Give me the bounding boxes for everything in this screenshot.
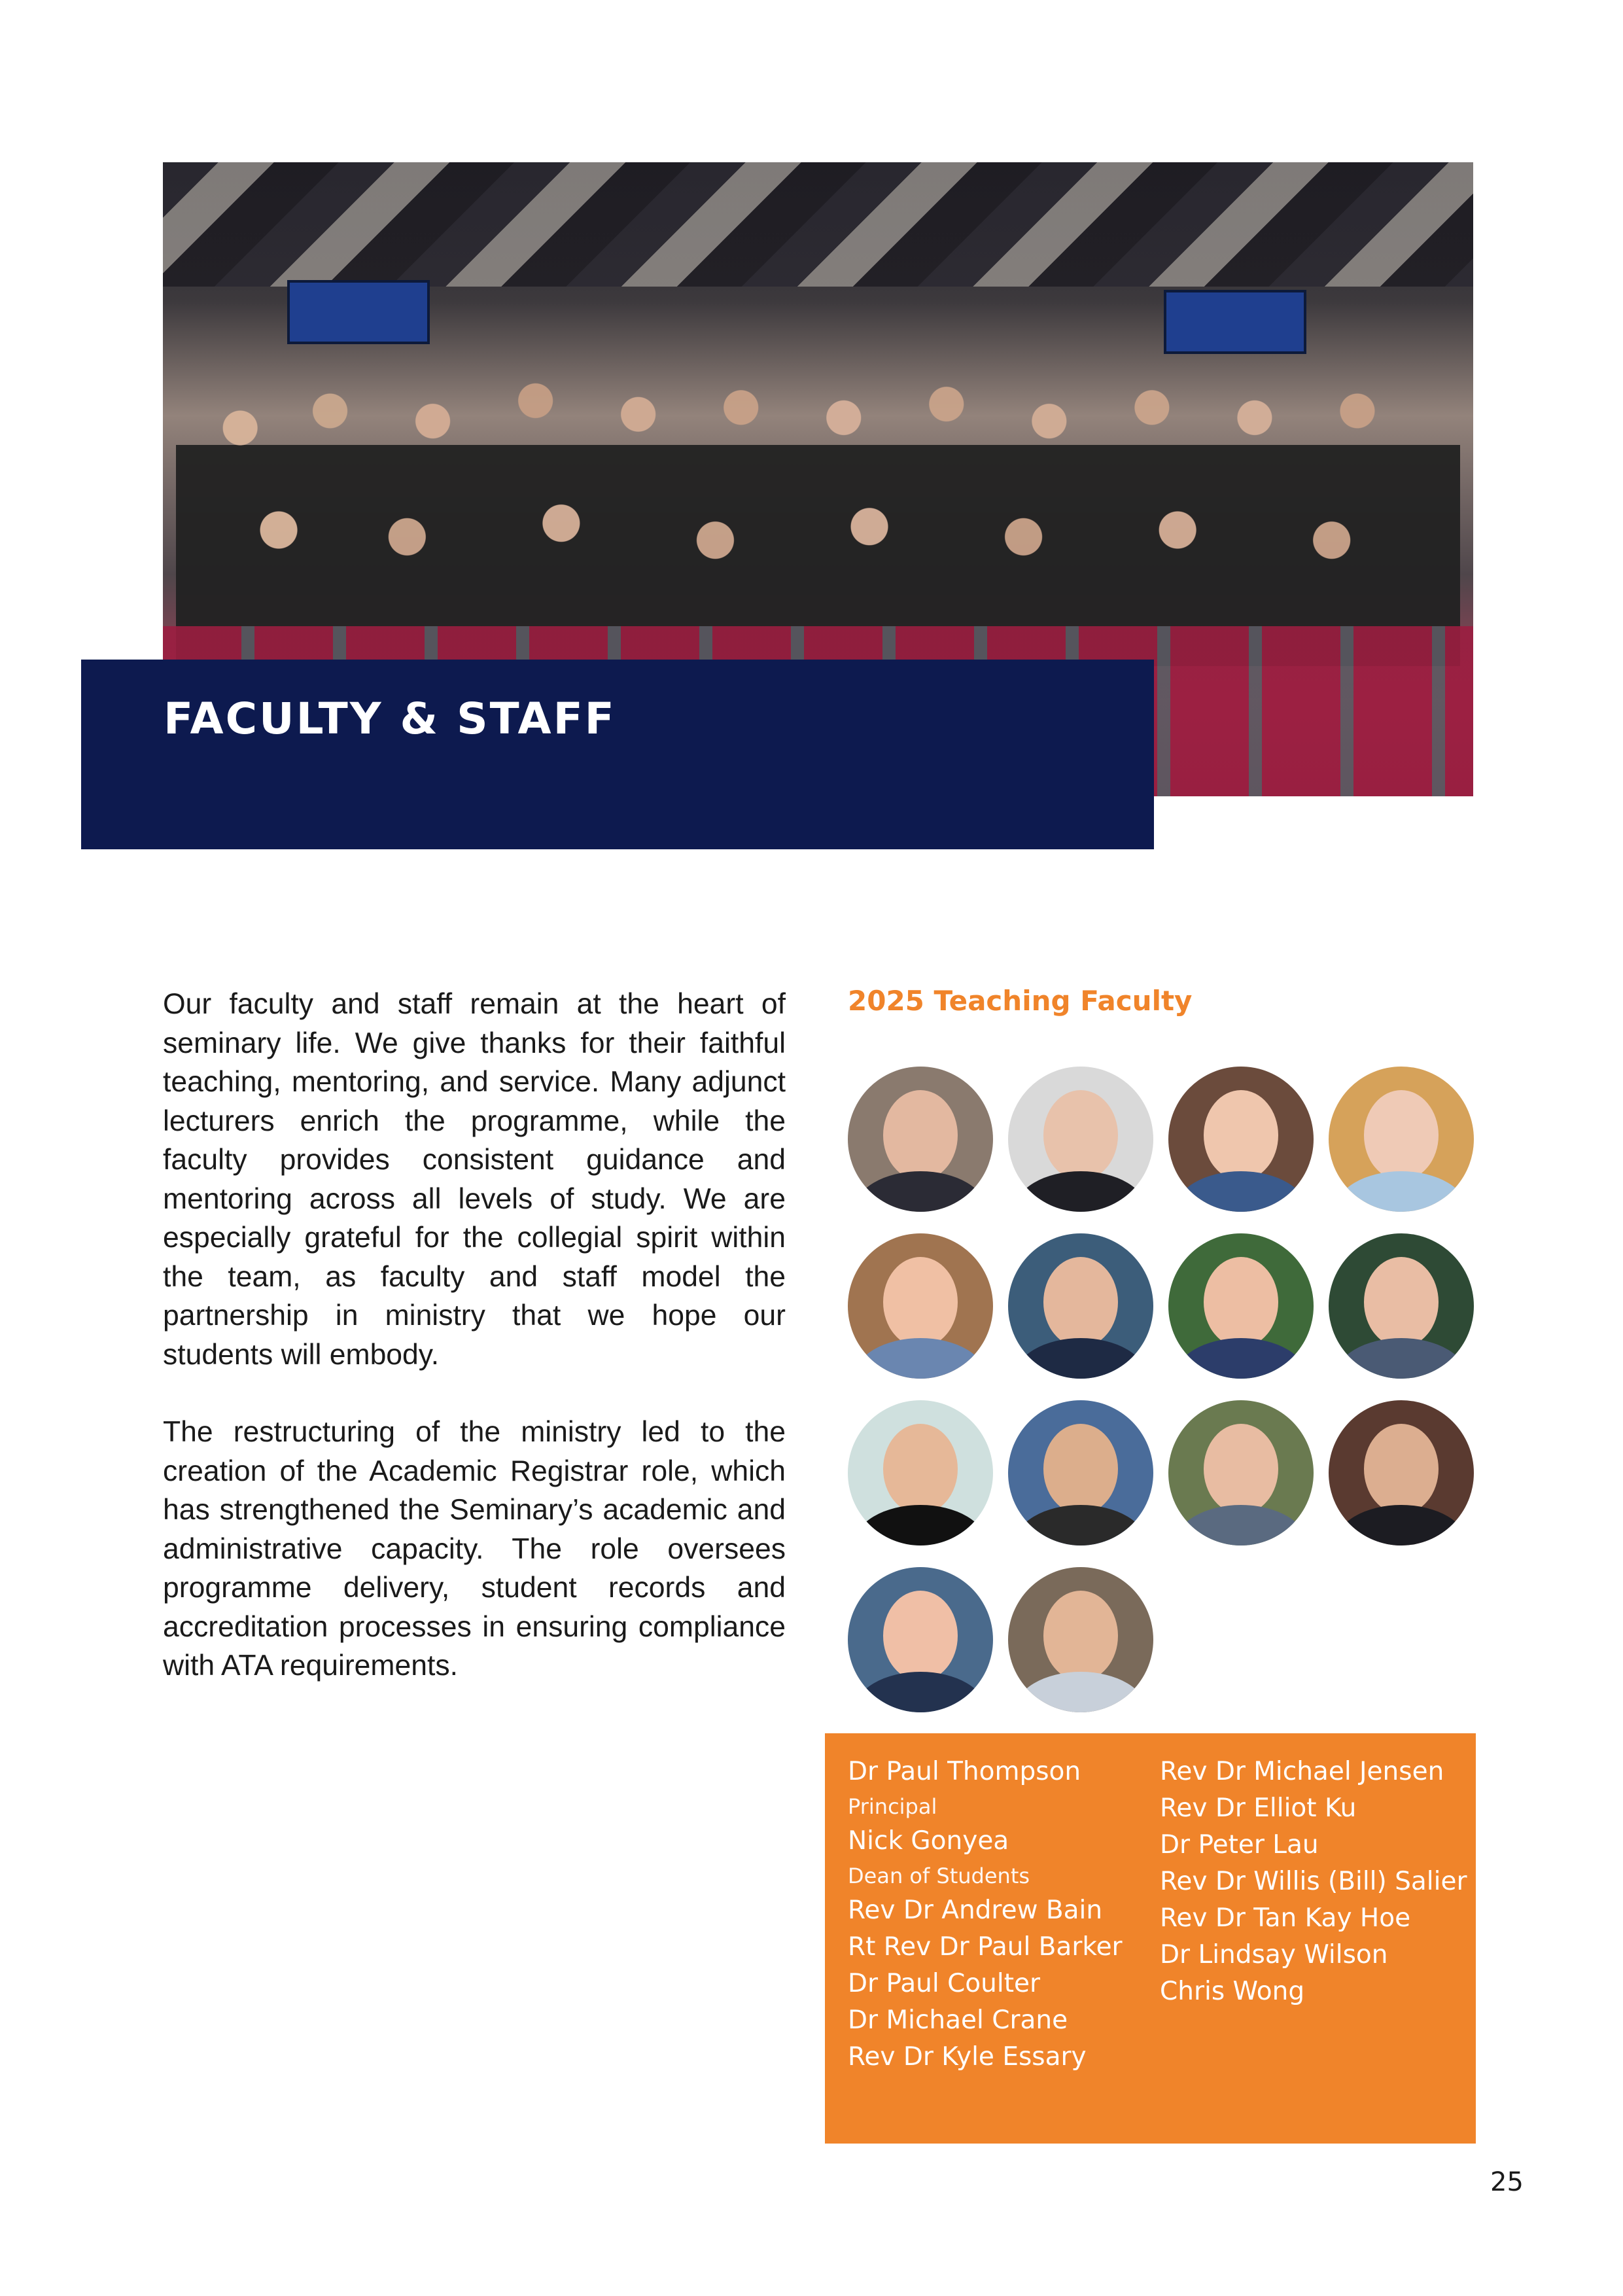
faculty-portrait [848,1067,993,1212]
faculty-name: Chris Wong [1160,1977,1305,2006]
faculty-name: Nick Gonyea [848,1826,1009,1856]
faculty-portrait [848,1567,993,1712]
faculty-name: Dr Paul Thompson [848,1757,1081,1786]
page-title: FACULTY & STAFF [164,694,616,744]
title-banner [81,660,1154,849]
faculty-portrait [848,1233,993,1379]
page-number: 25 [1490,2167,1524,2197]
faculty-heading: 2025 Teaching Faculty [848,985,1193,1017]
faculty-portrait [1168,1400,1314,1545]
faculty-name: Dr Paul Coulter [848,1969,1041,1998]
faculty-name: Rev Dr Michael Jensen [1160,1757,1444,1786]
body-text [163,985,786,1724]
faculty-role: Dean of Students [848,1863,1030,1888]
faculty-names-left [848,1754,1123,2075]
faculty-name: Rev Dr Kyle Essary [848,2042,1087,2072]
faculty-portrait [1008,1067,1153,1212]
faculty-name: Rev Dr Andrew Bain [848,1896,1103,1925]
faculty-role: Principal [848,1794,937,1819]
faculty-name: Rev Dr Elliot Ku [1160,1793,1357,1823]
faculty-name: Dr Lindsay Wilson [1160,1940,1388,1969]
faculty-name: Rt Rev Dr Paul Barker [848,1932,1123,1962]
faculty-portrait [1008,1400,1153,1545]
faculty-portrait [848,1400,993,1545]
faculty-name: Rev Dr Willis (Bill) Salier [1160,1867,1467,1896]
paragraph-1: Our faculty and staff remain at the heart of seminary life. We give thanks for their faithful teaching, mentoring, and service. Many adjunct lecturers enrich the programme, while the faculty provides consistent guidance and mentoring across all levels of study. We are especially grateful for the collegial spirit within the team, as faculty and staff model the partnership in ministry that we hope our students will embody. [163,988,786,1371]
ceiling-panels [163,162,1473,287]
faculty-names-right [1160,1754,1467,2010]
faculty-portrait [1008,1567,1153,1712]
faculty-portrait [1168,1233,1314,1379]
faculty-portrait [1008,1233,1153,1379]
faculty-portrait [1329,1067,1474,1212]
faculty-name: Dr Michael Crane [848,2005,1068,2035]
faculty-name: Dr Peter Lau [1160,1830,1319,1860]
paragraph-2: The restructuring of the ministry led to the creation of the Academic Registrar role, which has strengthened the Seminary’s academic and administrative capacity. The role oversees programme delivery, student records and accreditation processes in ensuring compliance with ATA requirements. [163,1416,786,1682]
crowd [176,326,1460,666]
faculty-portrait [1329,1233,1474,1379]
faculty-name: Rev Dr Tan Kay Hoe [1160,1903,1411,1933]
faculty-portrait [1329,1400,1474,1545]
faculty-portrait [1168,1067,1314,1212]
